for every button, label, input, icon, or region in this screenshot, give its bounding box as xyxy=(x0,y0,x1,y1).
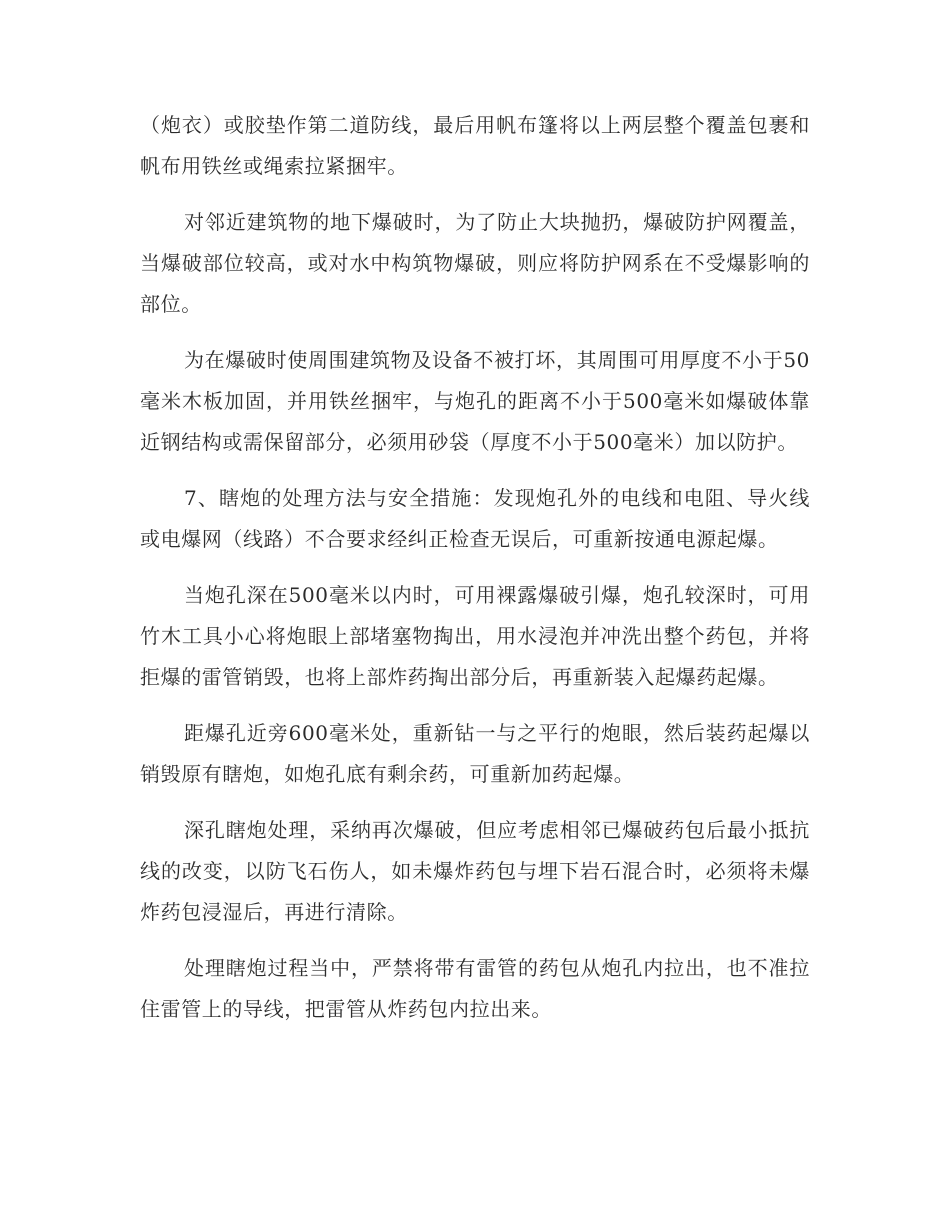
paragraph-7: 深孔瞎炮处理，采纳再次爆破，但应考虑相邻已爆破药包后最小抵抗线的改变，以防飞石伤人，如未爆炸药包与埋下岩石混合时，必须将未爆炸药包浸湿后，再进行清除。 xyxy=(140,818,810,924)
paragraph-8: 处理瞎炮过程当中，严禁将带有雷管的药包从炮孔内拉出，也不准拉住雷管上的导线，把雷管从炸药包内拉出来。 xyxy=(140,956,810,1021)
paragraph-1: （炮衣）或胶垫作第二道防线，最后用帆布篷将以上两层整个覆盖包裹和帆布用铁丝或绳索拉紧捆牢。 xyxy=(140,113,810,178)
paragraph-2: 对邻近建筑物的地下爆破时，为了防止大块抛扔，爆破防护网覆盖，当爆破部位较高，或对水中构筑物爆破，则应将防护网系在不受爆影响的部位。 xyxy=(140,210,810,316)
paragraph-6: 距爆孔近旁600毫米处，重新钻一与之平行的炮眼，然后装药起爆以销毁原有瞎炮，如炮孔底有剩余药，可重新加药起爆。 xyxy=(140,721,810,786)
paragraph-5: 当炮孔深在500毫米以内时，可用裸露爆破引爆，炮孔较深时，可用竹木工具小心将炮眼上部堵塞物掏出，用水浸泡并冲洗出整个药包，并将拒爆的雷管销毁，也将上部炸药掏出部分后，再重新装入起爆药起爆。 xyxy=(140,583,810,689)
paragraph-4: 7、瞎炮的处理方法与安全措施：发现炮孔外的电线和电阻、导火线或电爆网（线路）不合要求经纠正检查无误后，可重新按通电源起爆。 xyxy=(140,486,810,551)
paragraph-3: 为在爆破时使周围建筑物及设备不被打坏，其周围可用厚度不小于50毫米木板加固，并用铁丝捆牢，与炮孔的距离不小于500毫米如爆破体靠近钢结构或需保留部分，必须用砂袋（厚度不小于500毫米）加以防护。 xyxy=(140,348,810,454)
document-body xyxy=(140,105,810,1045)
